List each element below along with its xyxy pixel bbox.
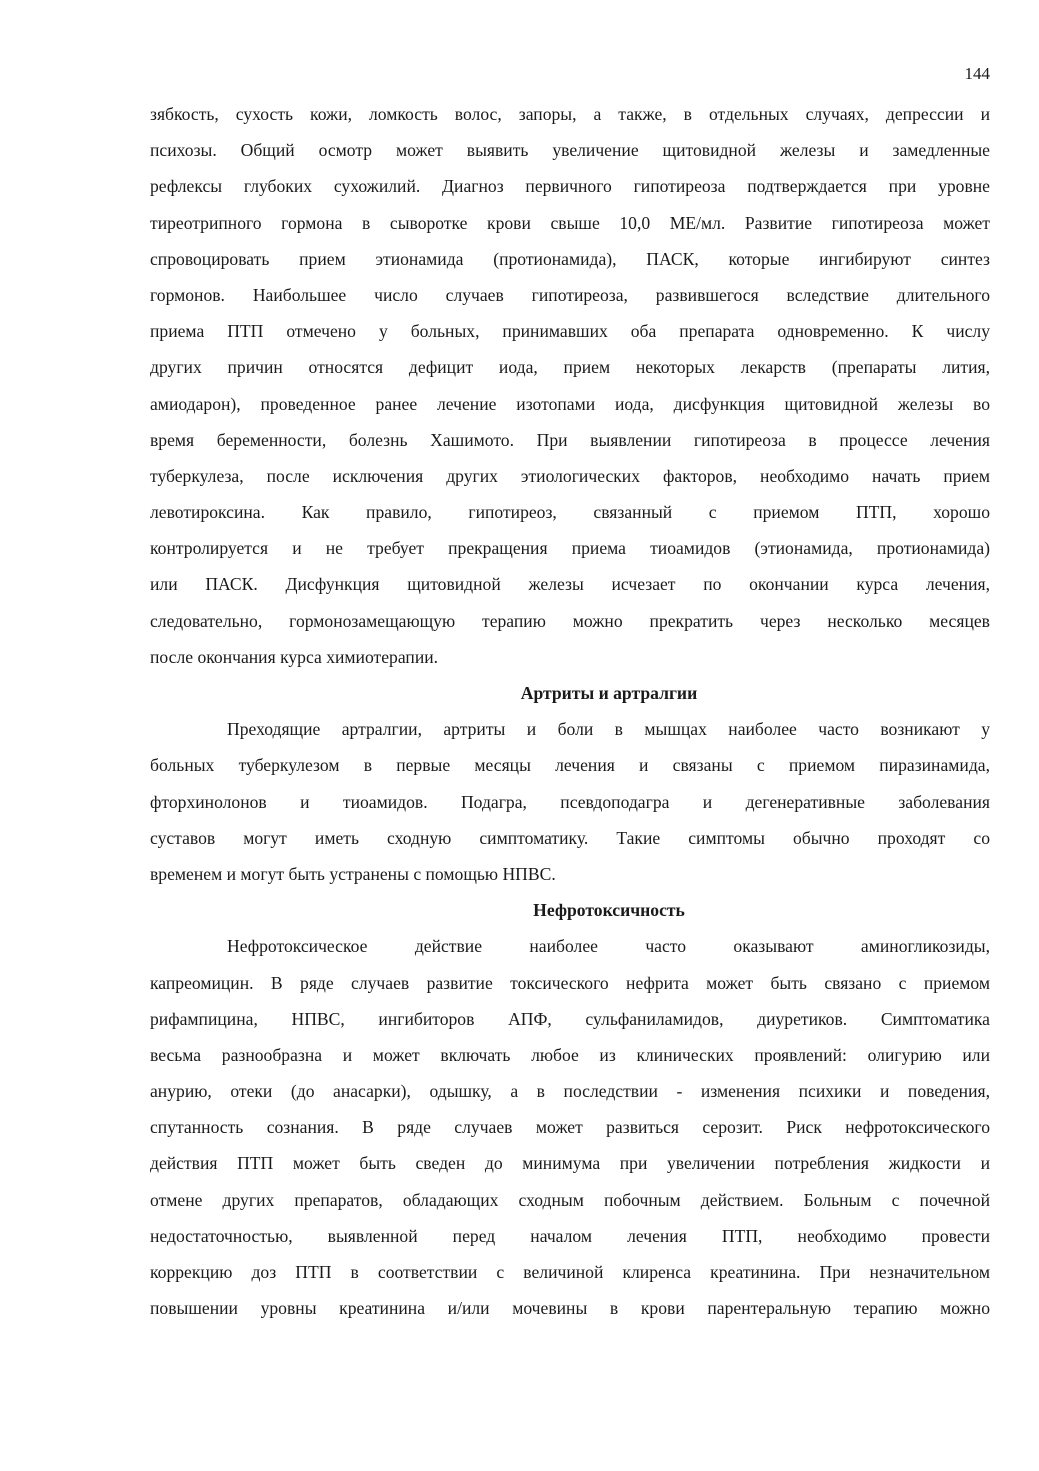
text-line: повышении уровны креатинина и/или мочевины в крови парентеральную терапию можно xyxy=(150,1298,990,1319)
text-line: отмене других препаратов, обладающих сходным побочным действием. Больным с почечной xyxy=(150,1189,990,1210)
text-line: недостаточностью, выявленной перед началом лечения ПТП, необходимо провести xyxy=(150,1225,990,1246)
text-line: больных туберкулезом в первые месяцы лечения и связаны с приемом пиразинамида, xyxy=(150,755,990,776)
text-line: других причин относятся дефицит иода, прием некоторых лекарств (препараты лития, xyxy=(150,357,990,378)
text-line: рифампицина, НПВС, ингибиторов АПФ, сульфаниламидов, диуретиков. Симптоматика xyxy=(150,1008,990,1029)
text-line: контролируется и не требует прекращения приема тиоамидов (этионамида, протионамида) xyxy=(150,538,990,559)
text-line: психозы. Общий осмотр может выявить увеличение щитовидной железы и замедленные xyxy=(150,140,990,161)
paragraph-hypothyroidism xyxy=(150,96,990,675)
text-line: фторхинолонов и тиоамидов. Подагра, псевдоподагра и дегенеративные заболевания xyxy=(150,791,990,812)
text-line: рефлексы глубоких сухожилий. Диагноз первичного гипотиреоза подтверждается при уровне xyxy=(150,176,990,197)
text-line: приема ПТП отмечено у больных, принимавших оба препарата одновременно. К числу xyxy=(150,321,990,342)
text-line: Нефротоксическое действие наиболее часто оказывают аминогликозиды, xyxy=(227,936,990,957)
text-line: действия ПТП может быть сведен до минимума при увеличении потребления жидкости и xyxy=(150,1153,990,1174)
text-line: после окончания курса химиотерапии. xyxy=(150,646,439,667)
text-line: левотироксина. Как правило, гипотиреоз, связанный с приемом ПТП, хорошо xyxy=(150,502,990,523)
text-line: гормонов. Наибольшее число случаев гипотиреоза, развившегося вследствие длительного xyxy=(150,284,990,305)
text-line: следовательно, гормонозамещающую терапию можно прекратить через несколько месяцев xyxy=(150,610,990,631)
text-line: анурию, отеки (до анасарки), одышку, а в последствии - изменения психики и поведения, xyxy=(150,1081,990,1102)
text-line: спутанность сознания. В ряде случаев может развиться серозит. Риск нефротоксического xyxy=(150,1117,990,1138)
text-line: тиреотрипного гормона в сыворотке крови свыше 10,0 МЕ/мл. Развитие гипотиреоза может xyxy=(150,212,990,233)
text-line: амиодарон), проведенное ранее лечение изотопами иода, дисфункция щитовидной железы во xyxy=(150,393,990,414)
text-line: зябкость, сухость кожи, ломкость волос, запоры, а также, в отдельных случаях, депрессии и xyxy=(150,104,990,124)
paragraph-arthritis xyxy=(150,711,990,892)
text-line: туберкулеза, после исключения других этиологических факторов, необходимо начать прием xyxy=(150,465,990,486)
text-line: капреомицин. В ряде случаев развитие токсического нефрита может быть связано с приемом xyxy=(150,972,990,993)
section-heading-arthritis: Артриты и артралгии xyxy=(520,683,698,703)
text-line: суставов могут иметь сходную симптоматику. Такие симптомы обычно проходят со xyxy=(150,827,990,848)
page-number: 144 xyxy=(964,64,990,83)
text-line: спровоцировать прием этионамида (протионамида), ПАСК, которые ингибируют синтез xyxy=(150,248,990,269)
page-body xyxy=(150,96,990,1326)
text-line: коррекцию доз ПТП в соответствии с величиной клиренса креатинина. При незначительном xyxy=(150,1262,990,1282)
paragraph-nephrotoxicity xyxy=(150,928,990,1326)
text-line: или ПАСК. Дисфункция щитовидной железы исчезает по окончании курса лечения, xyxy=(150,574,990,595)
text-line: временем и могут быть устранены с помощью НПВС. xyxy=(150,863,556,884)
text-line: Преходящие артралгии, артриты и боли в мышцах наиболее часто возникают у xyxy=(227,719,990,740)
text-line: весьма разнообразна и может включать любое из клинических проявлений: олигурию или xyxy=(150,1044,990,1065)
section-heading-nephrotoxicity: Нефротоксичность xyxy=(533,900,685,921)
text-line: время беременности, болезнь Хашимото. При выявлении гипотиреоза в процессе лечения xyxy=(150,429,990,450)
